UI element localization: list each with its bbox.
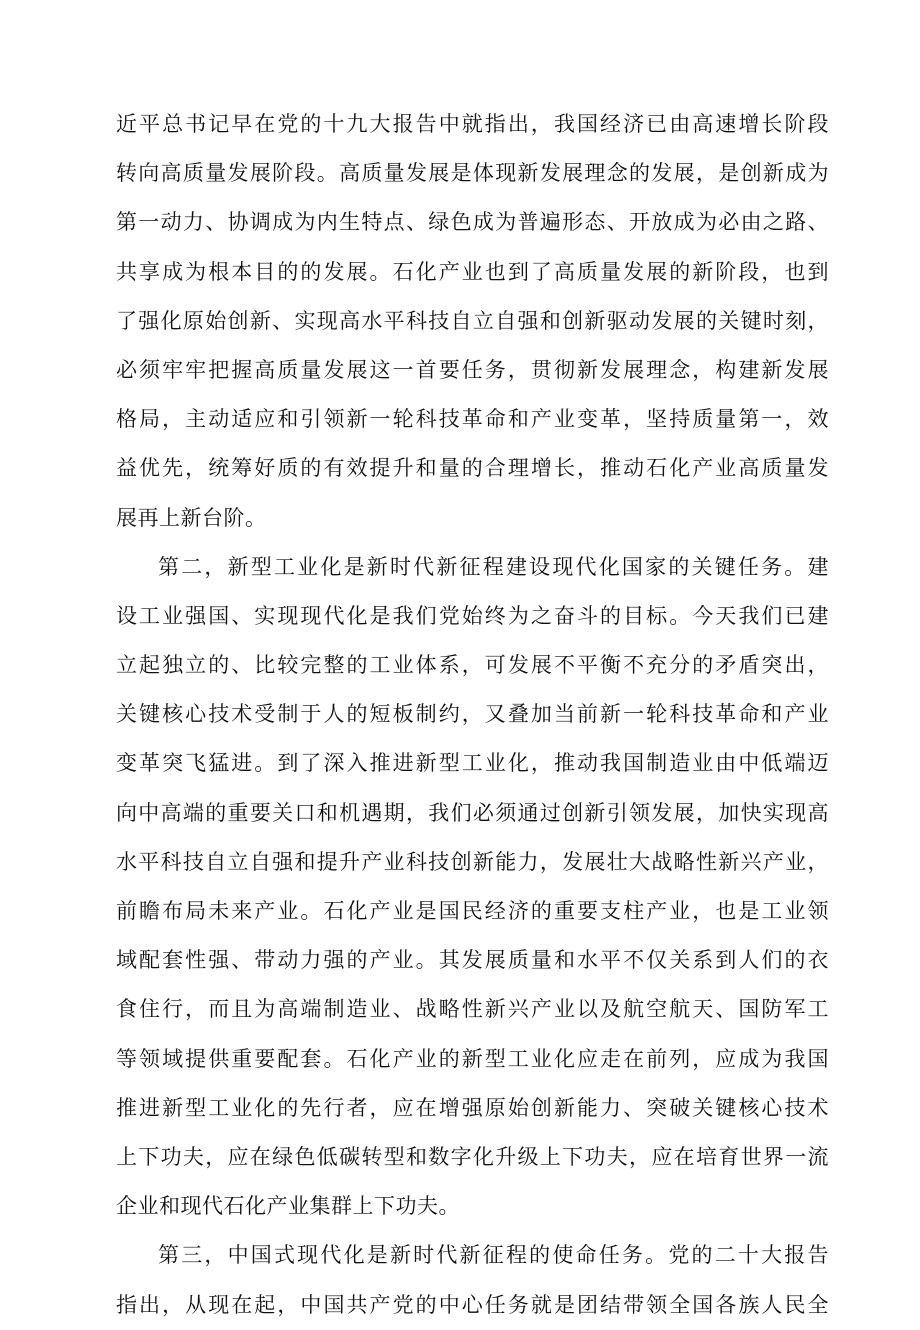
text-line: 变革突飞猛进。到了深入推进新型工业化，推动我国制造业由中低端迈 [116,751,829,776]
text-line: 设工业强国、实现现代化是我们党始终为之奋斗的目标。今天我们已建 [116,603,829,628]
text-line: 推进新型工业化的先行者，应在增强原始创新能力、突破关键核心技术 [116,1095,829,1120]
text-line: 格局，主动适应和引领新一轮科技革命和产业变革，坚持质量第一，效 [116,407,829,432]
document-page [116,100,829,1330]
text-line: 指出，从现在起，中国共产党的中心任务就是团结带领全国各族人民全 [116,1292,829,1317]
text-line: 第三，中国式现代化是新时代新征程的使命任务。党的二十大报告 [158,1243,829,1268]
paragraph [116,100,829,543]
text-line: 立起独立的、比较完整的工业体系，可发展不平衡不充分的矛盾突出， [116,653,829,678]
paragraph [116,1231,829,1329]
paragraph [116,543,829,1232]
text-line: 近平总书记早在党的十九大报告中就指出，我国经济已由高速增长阶段 [116,112,829,136]
text-line: 第一动力、协调成为内生特点、绿色成为普遍形态、开放成为必由之路、 [116,210,829,235]
text-line: 水平科技自立自强和提升产业科技创新能力，发展壮大战略性新兴产业， [116,849,829,874]
text-line: 企业和现代石化产业集群上下功夫。 [116,1194,460,1219]
text-line: 益优先，统筹好质的有效提升和量的合理增长，推动石化产业高质量发 [116,456,829,481]
text-line: 关键核心技术受制于人的短板制约，又叠加当前新一轮科技革命和产业 [116,702,829,727]
text-line: 第二，新型工业化是新时代新征程建设现代化国家的关键任务。建 [158,554,829,579]
text-line: 必须牢牢把握高质量发展这一首要任务，贯彻新发展理念，构建新发展 [116,357,829,382]
text-line: 域配套性强、带动力强的产业。其发展质量和水平不仅关系到人们的衣 [116,948,829,973]
text-line: 等领域提供重要配套。石化产业的新型工业化应走在前列，应成为我国 [116,1046,829,1071]
text-line: 转向高质量发展阶段。高质量发展是体现新发展理念的发展，是创新成为 [116,161,829,186]
text-line: 食住行，而且为高端制造业、战略性新兴产业以及航空航天、国防军工 [116,997,829,1022]
text-line: 了强化原始创新、实现高水平科技自立自强和创新驱动发展的关键时刻， [116,308,829,333]
text-line: 向中高端的重要关口和机遇期，我们必须通过创新引领发展，加快实现高 [116,800,829,825]
text-line: 共享成为根本目的的发展。石化产业也到了高质量发展的新阶段，也到 [116,259,829,284]
text-line: 上下功夫，应在绿色低碳转型和数字化升级上下功夫，应在培育世界一流 [116,1144,829,1169]
text-line: 前瞻布局未来产业。石化产业是国民经济的重要支柱产业，也是工业领 [116,899,829,923]
text-line: 展再上新台阶。 [116,505,267,530]
